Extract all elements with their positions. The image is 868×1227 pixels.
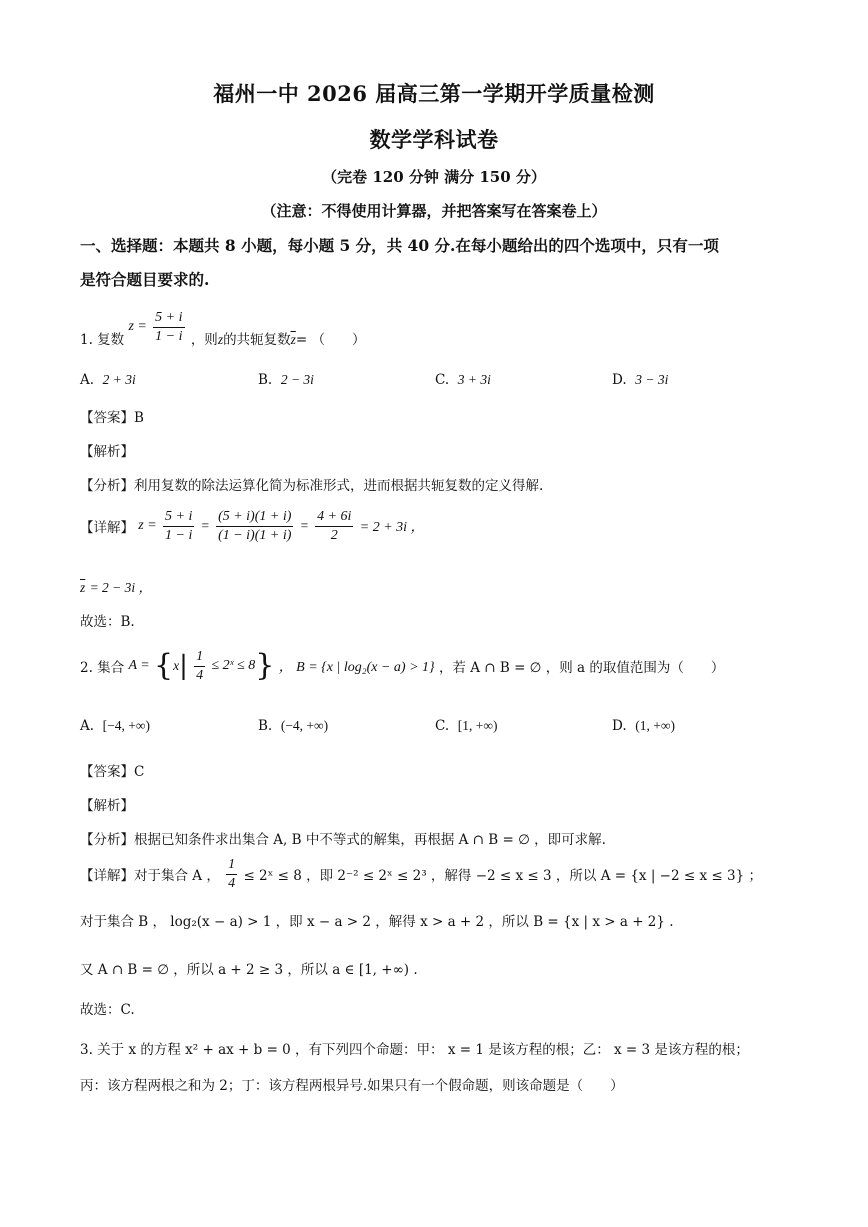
q1-detail: 【详解】 z = $\frac{5 + i}{1 - i}$ = $\frac{(5 + i)(1 + i)}{(1 - i)(1 + i)}$ = $\frac{4 + 6i}{2}$ = 2 + 3i ， (80, 509, 425, 543)
q2-fenxi: 【分析】根据已知条件求出集合 A, B 中不等式的解集，再根据 A ∩ B = ∅ ，即可求解. (80, 832, 606, 848)
question-1: 1. 复数 z = $\frac{5 + i}{1 - i}$ ，则z的共轭复数$\overline{z}=$ （ ） (80, 310, 366, 348)
q2-detail-c: 又 A ∩ B = ∅ ，所以 a + 2 ≥ 3 ，所以 a ∈ [1, +∞) . (80, 962, 418, 978)
q1-zbar-line: $\overline{z} = 2 - 3i$ ， (80, 580, 153, 595)
section-heading-line1: 一、选择题：本题共 8 小题，每小题 5 分，共 40 分.在每小题给出的四个选项中，只有一项 (80, 236, 719, 255)
question-3-line2: 丙：该方程两根之和为 2；丁：该方程两根异号.如果只有一个假命题，则该命题是（ ） (80, 1078, 624, 1094)
time-note: （完卷 120 分钟 满分 150 分） (322, 168, 546, 186)
q1-option-c: C. 3 + 3i (435, 372, 491, 388)
q2-analysis-label: 【解析】 (80, 798, 134, 814)
exam-title: 福州一中 2026 届高三第一学期开学质量检测 (213, 81, 655, 106)
question-3-line1: 3. 关于 x 的方程 x² + ax + b = 0 ，有下列四个命题：甲： x = 1 是该方程的根；乙： x = 3 是该方程的根； (80, 1042, 749, 1058)
q2-detail-b: 对于集合 B ， log₂(x − a) > 1 ，即 x − a > 2 ，解得 x > a + 2 ，所以 B = {x | x > a + 2} . (80, 914, 674, 930)
q2-option-c: C. [1, +∞) (435, 718, 498, 734)
q2-choose: 故选：C. (80, 1002, 135, 1018)
q1-fraction: $\frac{5 + i}{1 - i}$ (155, 310, 183, 344)
q1-option-a: A. 2 + 3i (80, 372, 136, 388)
notice: （注意：不得使用计算器，并把答案写在答案卷上） (261, 202, 607, 220)
q1-option-b: B. 2 − 3i (258, 372, 314, 388)
q2-answer: 【答案】C (80, 764, 145, 780)
q1-answer: 【答案】B (80, 410, 144, 426)
q1-choose: 故选：B. (80, 614, 135, 630)
question-2: 2. 集合 A = {x| $\frac{1}{4}$ ≤ 2ˣ ≤ 8} ， B = {x | log₂(x − a) > 1} ，若 A ∩ B = ∅ ，则 a 的取值范围为（ ） (80, 648, 725, 683)
q2-detail-a: 【详解】对于集合 A ， $\frac{1}{4}$ ≤ 2ˣ ≤ 8 ，即 2⁻² ≤ 2ˣ ≤ 2³ ，解得 −2 ≤ x ≤ 3 ，所以 A = {x | −2 ≤ x ≤ 3} ； (80, 857, 762, 891)
q2-option-a: A. [−4, +∞) (80, 718, 150, 734)
q2-option-d: D. (1, +∞) (612, 718, 675, 734)
q1-analysis-label: 【解析】 (80, 444, 134, 460)
q2-option-b: B. (−4, +∞) (258, 718, 329, 734)
section-heading-line2: 是符合题目要求的. (80, 270, 210, 289)
q1-fenxi: 【分析】利用复数的除法运算化简为标准形式，进而根据共轭复数的定义得解. (80, 478, 544, 494)
exam-subtitle: 数学学科试卷 (369, 127, 499, 152)
q1-option-d: D. 3 − 3i (612, 372, 669, 388)
